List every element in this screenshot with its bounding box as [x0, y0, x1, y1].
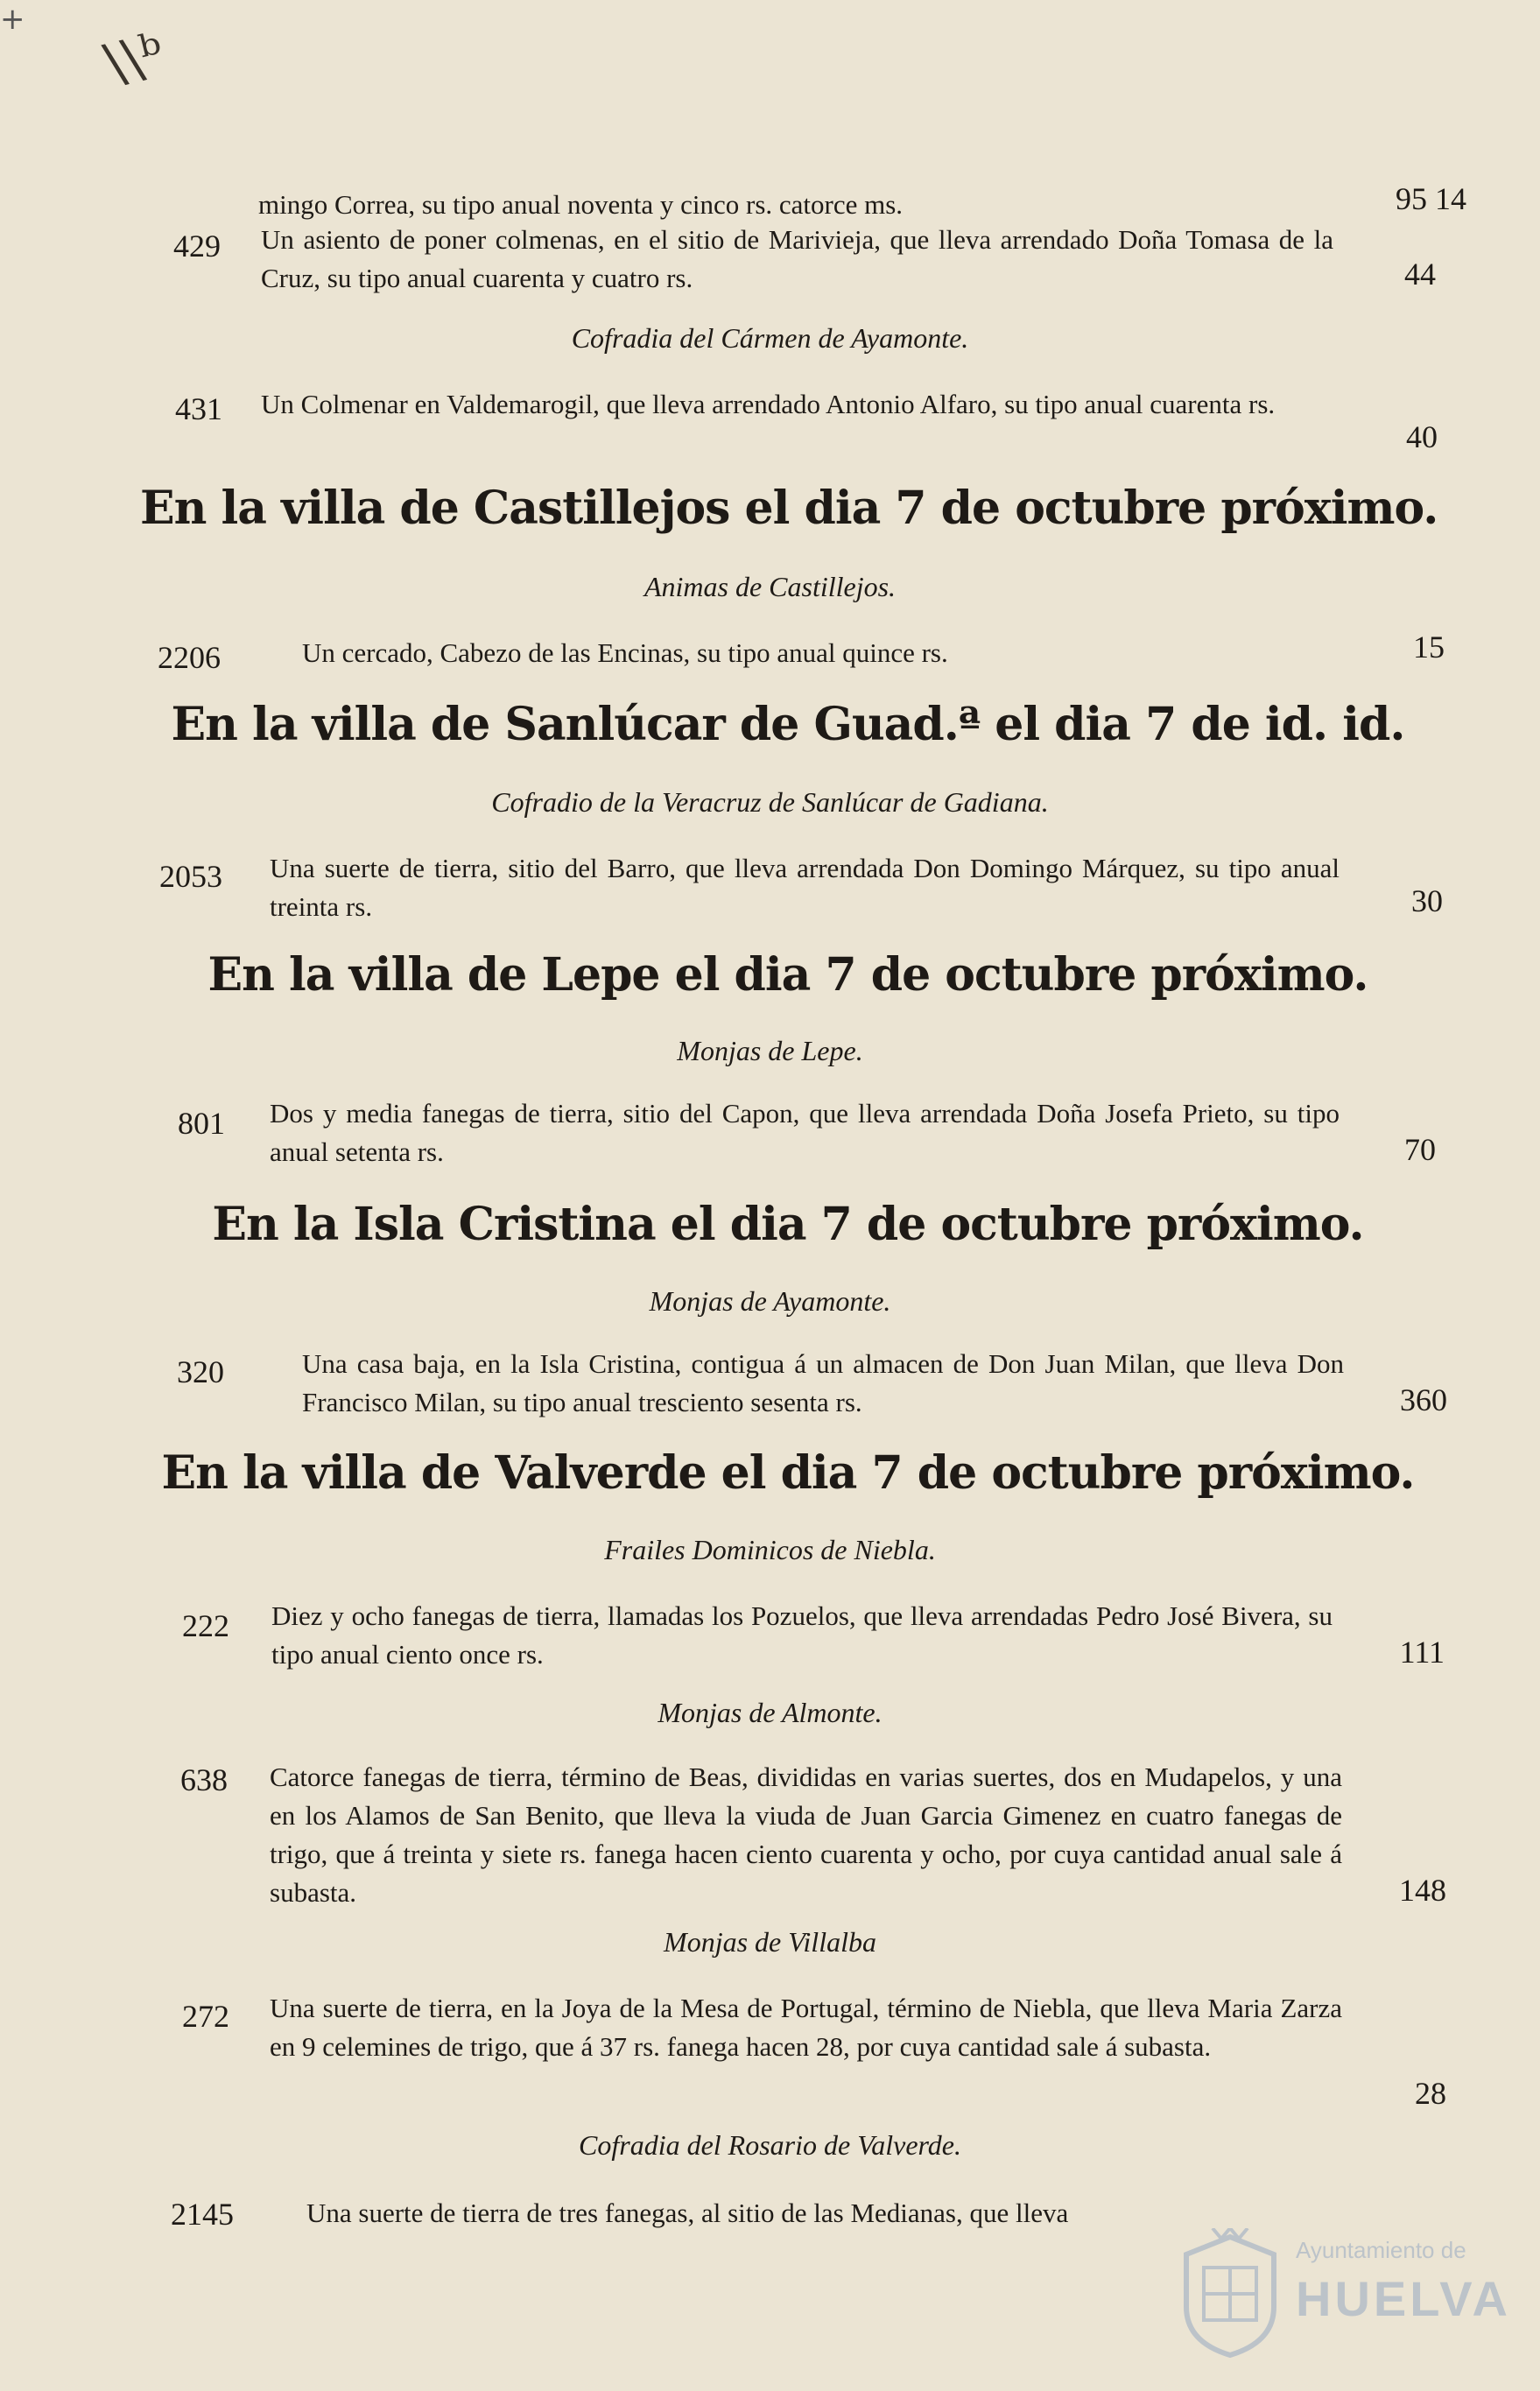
- entry-number: 222: [182, 1608, 229, 1643]
- entry-text: Una suerte de tierra, en la Joya de la Mesa de Portugal, término de Niebla, que lleva Maria Zarza en 9 celemines de trigo, que á 37 rs. fanega hacen 28, por cuya cantidad sale á subasta.: [270, 1993, 1342, 2062]
- entry-number: 2053: [159, 859, 222, 894]
- entry-number: 431: [175, 391, 222, 426]
- section-subheading: Cofradio de la Veracruz de Sanlúcar de Gadiana.: [491, 786, 1049, 818]
- entry-number: 801: [178, 1106, 225, 1141]
- section-subheading: Animas de Castillejos.: [643, 571, 897, 602]
- section-heading: En la villa de Castillejos el dia 7 de octubre próximo.: [140, 482, 1438, 535]
- section-subheading: Cofradia del Cármen de Ayamonte.: [571, 322, 969, 354]
- corner-mark: +: [0, 2, 25, 37]
- entry-text: Un Colmenar en Valdemarogil, que lleva arrendado Antonio Alfaro, su tipo anual cuarenta rs.: [261, 389, 1276, 419]
- entry-number: 638: [180, 1762, 228, 1797]
- entry-number: 320: [177, 1354, 224, 1389]
- entry-text: Catorce fanegas de tierra, término de Beas, divididas en varias suertes, dos en Mudapelos, y una en los Alamos de San Benito, que lleva la viuda de Juan Garcia Gimenez en cuatro fanegas de trigo, que á treinta y siete rs. fanega hacen ciento cuarenta y ocho, por cuya cantidad anual sale á subasta.: [270, 1762, 1342, 1908]
- entry-text: Dos y media fanegas de tierra, sitio del Capon, que lleva arrendada Doña Josefa Prieto, su tipo anual setenta rs.: [270, 1098, 1340, 1167]
- section-heading: En la villa de Lepe el dia 7 de octubre próximo.: [207, 948, 1368, 1002]
- entry-amount: 40: [1406, 419, 1438, 454]
- entry-number: 272: [182, 1999, 229, 2034]
- entry-number: 2145: [171, 2197, 234, 2232]
- entry-amount: 15: [1413, 629, 1445, 665]
- section-subheading: Monjas de Ayamonte.: [649, 1285, 891, 1317]
- watermark-line2: HUELVA: [1296, 2271, 1511, 2326]
- section-heading: En la Isla Cristina el dia 7 de octubre próximo.: [212, 1198, 1364, 1251]
- section-heading: En la villa de Valverde el dia 7 de octubre próximo.: [161, 1446, 1415, 1500]
- entry-text: Una casa baja, en la Isla Cristina, contigua á un almacen de Don Juan Milan, que lleva Don Francisco Milan, su tipo anual tresciento sesenta rs.: [302, 1348, 1344, 1417]
- handwritten-mark: \\ᵇ: [98, 20, 171, 96]
- entry-number: 2206: [158, 640, 221, 675]
- crest-icon: [1178, 2228, 1283, 2359]
- entry-amount: 360: [1400, 1382, 1447, 1417]
- section-subheading: Monjas de Almonte.: [657, 1697, 883, 1728]
- entry-text: Un asiento de poner colmenas, en el sitio de Marivieja, que lleva arrendado Doña Tomasa de la Cruz, su tipo anual cuarenta y cuatro rs.: [261, 224, 1333, 293]
- entry-text: Un cercado, Cabezo de las Encinas, su tipo anual quince rs.: [302, 637, 948, 668]
- section-subheading: Frailes Dominicos de Niebla.: [604, 1534, 936, 1565]
- entry-text: Una suerte de tierra de tres fanegas, al sitio de las Medianas, que lleva: [306, 2198, 1069, 2228]
- section-subheading: Monjas de Villalba: [664, 1926, 876, 1958]
- watermark-line1: Ayuntamiento de: [1296, 2237, 1466, 2263]
- entry-amount: 30: [1411, 883, 1443, 918]
- entry-amount: 70: [1404, 1132, 1436, 1167]
- section-subheading: Monjas de Lepe.: [677, 1035, 863, 1066]
- entry-amount: 95 14: [1396, 181, 1466, 216]
- entry-text: mingo Correa, su tipo anual noventa y cinco rs. catorce ms.: [258, 189, 904, 220]
- entry-text: Una suerte de tierra, sitio del Barro, que lleva arrendada Don Domingo Márquez, su tipo anual treinta rs.: [270, 853, 1340, 922]
- entry-number: 429: [173, 229, 221, 264]
- entry-amount: 44: [1404, 257, 1436, 292]
- entry-amount: 111: [1399, 1635, 1445, 1670]
- entry-amount: 28: [1415, 2076, 1446, 2111]
- section-subheading: Cofradia del Rosario de Valverde.: [579, 2129, 961, 2161]
- entry-amount: 148: [1399, 1873, 1446, 1908]
- watermark-logo: [1178, 2211, 1510, 2377]
- section-heading: En la villa de Sanlúcar de Guad.ª el dia 7 de id. id.: [171, 698, 1405, 751]
- entry-text: Diez y ocho fanegas de tierra, llamadas los Pozuelos, que lleva arrendadas Pedro José Bivera, su tipo anual ciento once rs.: [271, 1600, 1333, 1670]
